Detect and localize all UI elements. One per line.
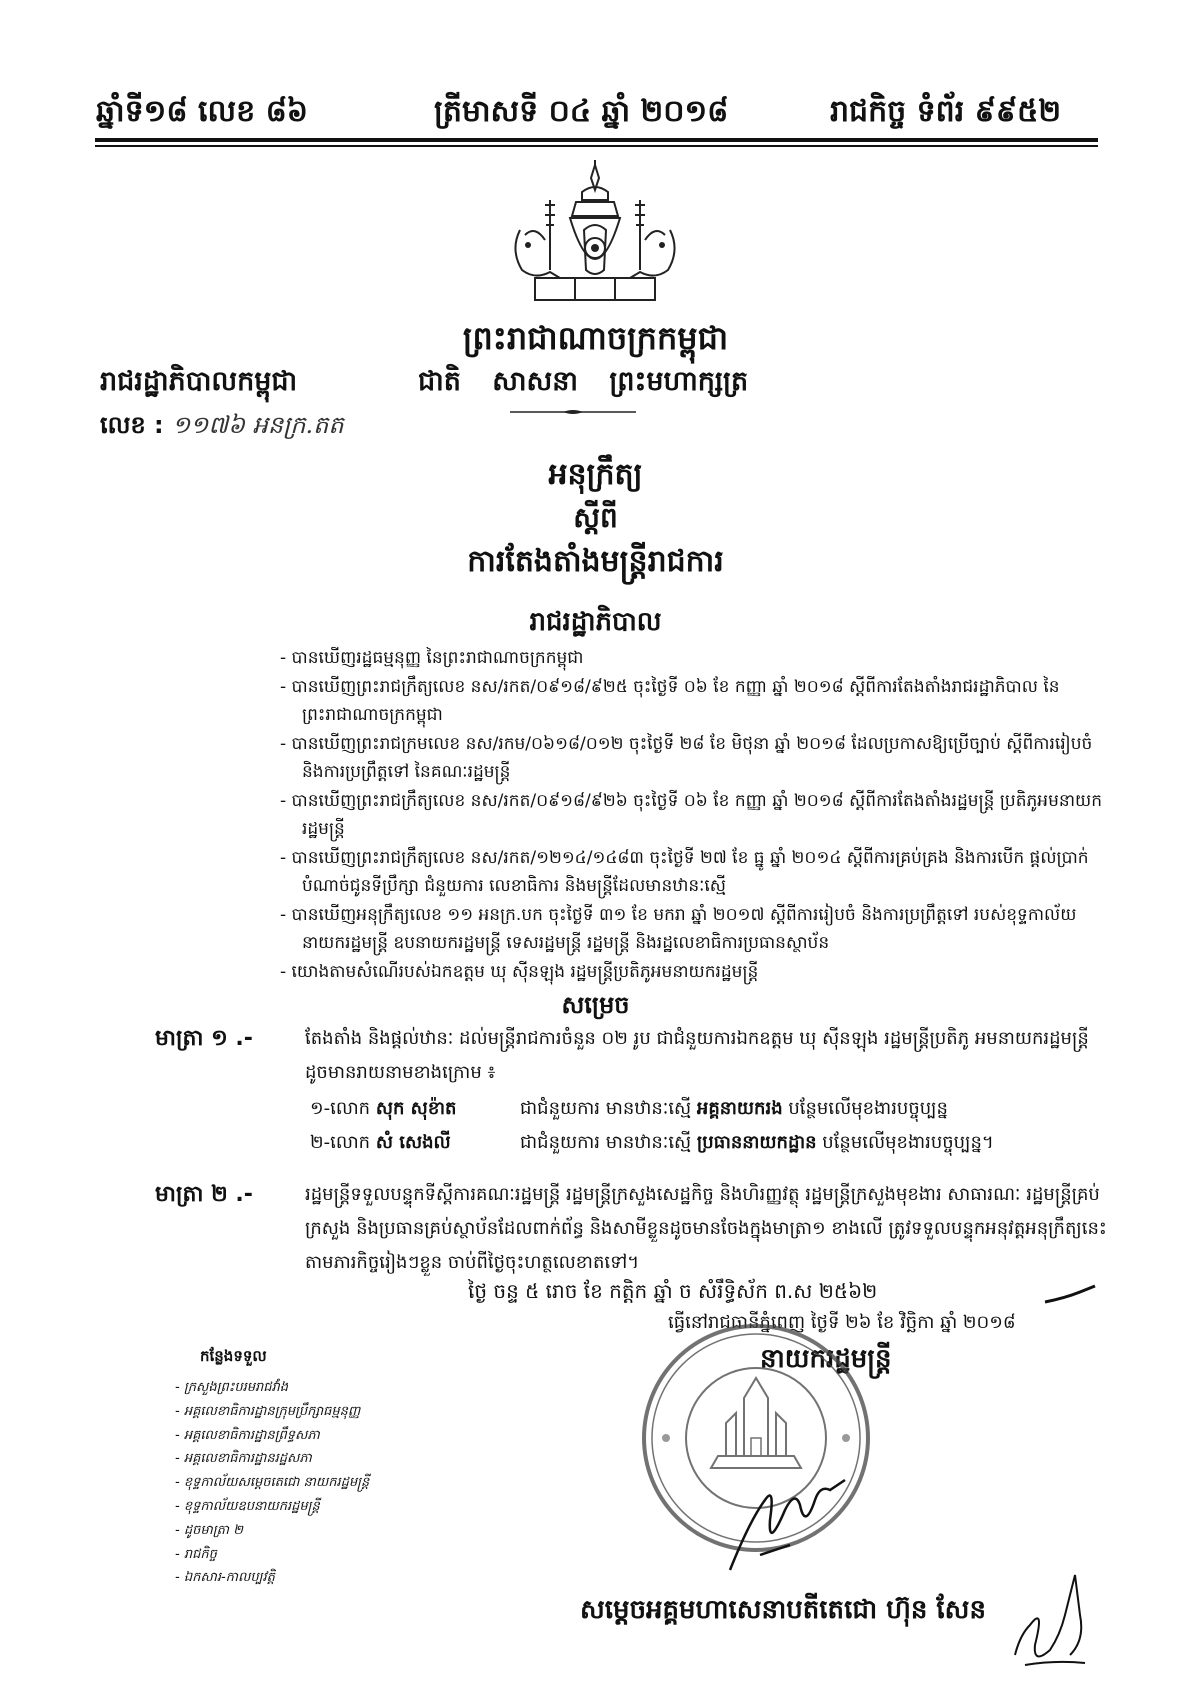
article-2 bbox=[0, 1178, 1191, 1278]
appointee-note: បន្ថែមលើមុខងារបច្ចុប្បន្ន។ bbox=[822, 1132, 994, 1153]
solar-date: ធ្វើនៅរាជធានីភ្នំពេញ ថ្ងៃទី ២៦ ខែ វិច្ឆិកា ឆ្នាំ ២០១៨ bbox=[668, 1312, 1016, 1333]
prime-minister-signature bbox=[720, 1460, 860, 1580]
appointee-prefix: ១-លោក bbox=[310, 1098, 371, 1119]
gazette-year-issue: ឆ្នាំទី១៨ លេខ ៨៦ bbox=[96, 94, 309, 129]
appointee-2 bbox=[310, 1130, 451, 1157]
article-2-label: មាត្រា ២ .- bbox=[155, 1182, 253, 1207]
motto-separator-ornament bbox=[508, 408, 638, 416]
article-1-text: តែងតាំង និងផ្តល់ឋានៈ ដល់មន្ត្រីរាជការចំនួន ០២ រូប ជាជំនួយការឯកឧត្តម ឃុ ស៊ីនឡុង រដ្ឋមន្ត្រីប្រតិភូ អមនាយករដ្ឋមន្ត្រី ដូចមានរាយនាមខាងក្រោម ៖ bbox=[305, 1028, 1089, 1083]
recipient-item: - ក្រសួងព្រះបរមរាជវាំង bbox=[175, 1376, 369, 1400]
appointee-1-role bbox=[520, 1096, 948, 1123]
consideration-item: - បានឃើញព្រះរាជក្រឹត្យលេខ នស/រកត/០៩១៨/៩២៦ ចុះថ្ងៃទី ០៦ ខែ កញ្ញា ឆ្នាំ ២០១៨ ស្តីពីការតែងតាំងរដ្ឋមន្ត្រី ប្រតិភូអមនាយករដ្ឋមន្ត្រី bbox=[280, 790, 1103, 839]
consideration-item: - បានឃើញព្រះរាជក្រឹត្យលេខ នស/រកត/០៩១៨/៩២៥ ចុះថ្ងៃទី ០៦ ខែ កញ្ញា ឆ្នាំ ២០១៨ ស្តីពីការតែងតាំងរាជរដ្ឋាភិបាល នៃព្រះរាជាណាចក្រកម្ពុជា bbox=[280, 676, 1060, 725]
title-concerning: ស្តីពី bbox=[573, 501, 618, 534]
recipient-item: - ដូចមាត្រា ២ bbox=[175, 1519, 369, 1543]
appointee-2-role bbox=[520, 1130, 994, 1157]
appointee-prefix: ២-លោក bbox=[310, 1132, 371, 1153]
consideration-item: - បានឃើញអនុក្រឹត្យលេខ ១១ អនក្រ.បក ចុះថ្ងៃទី ៣១ ខែ មករា ឆ្នាំ ២០១៧ ស្តីពីការរៀបចំ និងការប្រព្រឹត្តទៅ របស់ខុទ្ទកាល័យនាយករដ្ឋមន្ត្រី ឧបនាយករដ្ឋមន្ត្រី ទេសរដ្ឋមន្ត្រី រដ្ឋមន្ត្រី និងរដ្ឋលេខាធិការប្រធានស្ថាប័ន bbox=[280, 904, 1077, 953]
article-1 bbox=[0, 1022, 1191, 1142]
royal-coat-of-arms-emblem bbox=[500, 160, 690, 310]
gazette-date: ត្រីមាសទី ០៤ ឆ្នាំ ២០១៨ bbox=[434, 94, 729, 129]
article-2-text: រដ្ឋមន្ត្រីទទួលបន្ទុកទីស្តីការគណៈរដ្ឋមន្ត្រី រដ្ឋមន្ត្រីក្រសួងសេដ្ឋកិច្ច និងហិរញ្ញវត្ថុ រដ្ឋមន្ត្រីក្រសួងមុខងារ សាធារណៈ រដ្ឋមន្ត្រីគ្រប់ក្រសួង និងប្រធានគ្រប់ស្ថាប័នដែលពាក់ព័ន្ធ និងសាមីខ្លួនដូចមានចែងក្នុងមាត្រា១ ខាងលើ ត្រូវទទួលបន្ទុកអនុវត្តអនុក្រឹត្យនេះតាមភារកិច្ចរៀងៗខ្លួន ចាប់ពីថ្ងៃចុះហត្ថលេខាតទៅ។ bbox=[305, 1184, 1107, 1273]
appointee-name: សុក សុខ៉ាត bbox=[375, 1098, 457, 1119]
header-rule bbox=[95, 138, 1098, 142]
header-rule-thin bbox=[95, 145, 1098, 147]
handwritten-mark bbox=[1040, 1280, 1100, 1310]
recipient-item: - ខុទ្ទកាល័យឧបនាយករដ្ឋមន្ត្រី bbox=[175, 1495, 369, 1519]
decree-number-label: លេខ : bbox=[100, 411, 164, 439]
decision-heading: សម្រេច bbox=[561, 991, 630, 1019]
initial-signature bbox=[1005, 1555, 1105, 1675]
recipients-heading: កន្លែងទទួល bbox=[200, 1347, 267, 1365]
issuer-heading: រាជរដ្ឋាភិបាល bbox=[529, 607, 662, 637]
consideration-item: - បានឃើញព្រះរាជក្រមលេខ នស/រកម/០៦១៨/០១២ ចុះថ្ងៃទី ២៨ ខែ មិថុនា ឆ្នាំ ២០១៨ ដែលប្រកាសឱ្យប្រើច្បាប់ ស្តីពីការរៀបចំ និងការប្រព្រឹត្តទៅ នៃគណៈរដ្ឋមន្ត្រី bbox=[280, 733, 1093, 782]
lunar-date: ថ្ងៃ ចន្ទ ៥ រោច ខែ កត្តិក ឆ្នាំ ច សំរឹទ្ធិស័ក ព.ស ២៥៦២ bbox=[468, 1279, 878, 1303]
considerations-list bbox=[280, 644, 1110, 986]
government-name: រាជរដ្ឋាភិបាលកម្ពុជា bbox=[100, 366, 298, 397]
consideration-item: - យោងតាមសំណើរបស់ឯកឧត្តម ឃុ ស៊ីនឡុង រដ្ឋមន្ត្រីប្រតិភូអមនាយករដ្ឋមន្ត្រី bbox=[280, 961, 759, 982]
article-1-label: មាត្រា ១ .- bbox=[155, 1026, 253, 1051]
consideration-item: - បានឃើញរដ្ឋធម្មនុញ្ញ នៃព្រះរាជាណាចក្រកម្ពុជា bbox=[280, 648, 584, 668]
decree-number-value: ១១៧៦ អនក្រ.តត bbox=[172, 411, 344, 439]
national-motto: ជាតិ សាសនា ព្រះមហាក្សត្រ bbox=[418, 366, 749, 397]
recipient-item: - ខុទ្ទកាល័យសម្តេចតេជោ នាយករដ្ឋមន្ត្រី bbox=[175, 1471, 369, 1495]
signer-name: សម្តេចអគ្គមហាសេនាបតីតេជោ ហ៊ុន សែន bbox=[580, 1595, 986, 1625]
document-type-title: អនុក្រឹត្យ bbox=[548, 457, 643, 492]
recipients-list bbox=[175, 1376, 369, 1590]
recipient-item: - ឯកសារ-កាលប្បវត្តិ bbox=[175, 1566, 369, 1590]
appointee-note: បន្ថែមលើមុខងារបច្ចុប្បន្ន bbox=[788, 1098, 948, 1119]
recipient-item: - អគ្គលេខាធិការដ្ឋានក្រុមប្រឹក្សាធម្មនុញ្ញ bbox=[175, 1400, 369, 1424]
recipient-item: - រាជកិច្ច bbox=[175, 1543, 369, 1567]
appointee-rank: អគ្គនាយករង bbox=[696, 1098, 783, 1119]
appointee-rank: ប្រធាននាយកដ្ឋាន bbox=[696, 1132, 817, 1153]
gazette-page: រាជកិច្ច ទំព័រ ៩៩៥២ bbox=[830, 94, 1062, 129]
appointee-name: សំ សេងលី bbox=[375, 1132, 451, 1153]
recipient-item: - អគ្គលេខាធិការដ្ឋានព្រឹទ្ធសភា bbox=[175, 1424, 369, 1448]
appointee-1 bbox=[310, 1096, 456, 1123]
appointee-role: ជាជំនួយការ មានឋានៈស្មើ bbox=[520, 1098, 692, 1119]
decree-subject: ការតែងតាំងមន្ត្រីរាជការ bbox=[467, 544, 724, 579]
decree-number bbox=[100, 410, 344, 445]
prime-minister-title: នាយករដ្ឋមន្ត្រី bbox=[760, 1344, 892, 1374]
kingdom-name: ព្រះរាជាណាចក្រកម្ពុជា bbox=[462, 319, 729, 357]
consideration-item: - បានឃើញព្រះរាជក្រឹត្យលេខ នស/រកត/១២១៤/១៤៨៣ ចុះថ្ងៃទី ២៧ ខែ ធ្នូ ឆ្នាំ ២០១៤ ស្តីពីការគ្រប់គ្រង និងការបើក ផ្តល់ប្រាក់បំណាច់ជូនទីប្រឹក្សា ជំនួយការ លេខាធិការ និងមន្ត្រីដែលមានឋានៈស្មើ bbox=[280, 847, 1089, 896]
appointee-role: ជាជំនួយការ មានឋានៈស្មើ bbox=[520, 1132, 692, 1153]
recipient-item: - អគ្គលេខាធិការដ្ឋានរដ្ឋសភា bbox=[175, 1447, 369, 1471]
